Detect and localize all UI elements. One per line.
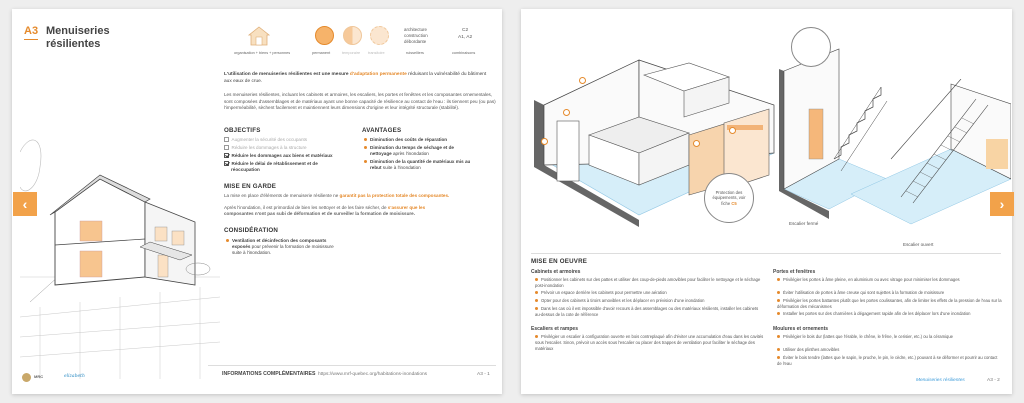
house-section-illustration (20, 127, 220, 379)
avantage-item: Diminution de la quantité de matériaux mis au (364, 159, 470, 164)
icon-label-temporaire: temporaire (342, 51, 361, 55)
intro-paragraph (224, 72, 494, 86)
page-right (521, 9, 1012, 394)
consideration-heading: CONSIDÉRATION (224, 227, 279, 234)
marker-3 (579, 77, 586, 84)
escaliers-heading: Escaliers et rampes (531, 326, 578, 332)
objectif-item: Augmenter la sécurité des occupants (224, 137, 307, 142)
consideration-item: Ventilation et décinfection des composants (226, 238, 326, 243)
icon-label-organisation: organisation + biens + personnes (234, 51, 291, 55)
escaliers-item: Privilégier un escalier à configuration ouverte en bois contreplaqué afin d'éviter une accumulation d'eau dans les cavités sous l'escalier. Sinon, prévoir un accès sous l'escalier ou placer des trappes de ventilation pour faciliter le séchage des matériaux (535, 334, 764, 352)
mise-en-garde-heading: MISE EN GARDE (224, 183, 277, 190)
marker-2 (563, 109, 570, 116)
label-escalier-ouvert: Escalier ouvert (903, 242, 934, 247)
permanent-icon (315, 26, 334, 45)
objectif-item: Réduire les dommages aux biens et matériaux (224, 153, 333, 158)
icon-label-permanent: permanent (312, 51, 331, 55)
cabinets-heading: Cabinets et armoires (531, 269, 581, 275)
cabinets-item: Positionner les cabinets sur des pattes et utiliser des coup-de-pieds amovibles pour faciliter le nettoyage et le séchage post-inondation (535, 277, 761, 289)
label-escalier-ferme: Escalier fermé (789, 221, 819, 226)
transitoire-icon (370, 26, 389, 45)
checkbox-empty (224, 145, 229, 150)
objectif-item: Réduire les dommages à la structure (224, 145, 307, 150)
section-divider (531, 253, 1001, 254)
marker-1 (541, 138, 548, 145)
footer-link[interactable]: https://www.mrf-quebec.org/habitations-inondations (318, 372, 428, 377)
portes-heading: Portes et fenêtres (773, 269, 816, 275)
mise-en-garde-line2: Après l'inondation, il est primordial de bien les nettoyer et de les faire sécher, de s'assurer que les (224, 205, 426, 210)
bullet-icon (226, 239, 229, 242)
portes-item: Installer les portes sur des charnières à dégagement rapide afin de les déplacer lors d'une inondation (777, 311, 1003, 317)
logo-partner: elizabeth (64, 374, 85, 379)
meta-label3: débordante (404, 39, 427, 44)
page-title-line1: Menuiseries (46, 25, 110, 37)
mise-en-garde-line1: La mise en place d'éléments de menuiserie résiliente ne garantit pas la protection totale des composantes. (224, 193, 450, 198)
consideration-item-cont: suite à l'inondation. (232, 250, 272, 255)
avantage-item-cont: nettoyage après l'inondation (370, 151, 429, 156)
open-stair-illustration (851, 79, 1011, 229)
meta-code2: A1, A2 (458, 35, 473, 40)
logo-mrc: MRC (22, 373, 43, 382)
checkbox-checked (224, 153, 229, 158)
intro-post: réduisant la vulnérabilité du bâtiment aux eaux de crue. (224, 72, 487, 84)
avantage-item: Diminution du temps de séchage et de (364, 145, 454, 150)
marker-4 (693, 140, 700, 147)
intro-highlight: d'adaptation permanente (349, 72, 407, 77)
consideration-item-cont: exposés pour prévenir la formation de moisissure (232, 244, 334, 249)
meta-code1: C2 (462, 28, 469, 33)
objectif-item: Réduire le délai de rétablissement et de (224, 161, 318, 166)
page-left (12, 9, 502, 394)
code-underline (24, 39, 38, 40)
moulures-item: Éviter le bois tendre (lattes que le sapin, le pruche, le pin, le cèdre, etc.) pouvant à se déformer et pourrir au contact de l'eau (777, 355, 998, 367)
page-number: A3 - 1 (477, 372, 490, 377)
avantage-item: Diminution des coûts de réparation (364, 137, 447, 142)
meta-code3: combinaisons (452, 51, 476, 55)
meta-label2: construction (404, 33, 428, 38)
moulures-item: Privilégier le bois dur (lattes que l'érable, le chêne, le frêne, le cerisier, etc.) ou la céramique (777, 334, 1003, 340)
marker-5 (729, 127, 736, 134)
avantages-heading: AVANTAGES (362, 127, 402, 134)
mrc-logo-icon (22, 373, 31, 382)
prev-page-button[interactable]: ‹ (13, 192, 37, 216)
moulures-heading: Moulures et ornements (773, 326, 829, 332)
objectif-item-cont: réoccupation (231, 167, 260, 172)
cabinets-item: Dans les cas où il est impossible d'avoir recours à des assemblages ou des matériaux résilients, installer les cabinets au-dessus de la cote de référence (535, 306, 759, 318)
objectifs-heading: OBJECTIFS (224, 127, 261, 134)
moulures-item: Utiliser des plinthes amovibles (777, 347, 1003, 353)
body-paragraph: Les menuiseries résilientes, incluant les cabinets et armoires, les escaliers, les portes et fenêtres et les composantes ornementales, sont composées d'assemblages et de matériaux ayant une bonne capacité de résilience au contact de l'eau : ils tiennent peu (ou pas) l'imperméabilité, sèchent facilement et maintiennent leurs dimensions d'origine et leur intégrité structurale (stabilité). (224, 92, 496, 111)
page-title-line2: résilientes (46, 38, 101, 50)
bullet-icon (364, 138, 367, 141)
bullet-icon (364, 146, 367, 149)
next-page-button[interactable]: › (990, 192, 1014, 216)
checkbox-checked (224, 161, 229, 166)
temporaire-icon (343, 26, 362, 45)
mise-en-oeuvre-heading: MISE EN OEUVRE (531, 258, 588, 265)
protection-callout: Protection des équipements, voir fiche C5 (704, 173, 754, 223)
icon-label-transitoire: transitoire (368, 51, 385, 55)
mise-en-garde-line3: composantes n'ont pas subi de déformation et de surveiller la formation de moisissure. (224, 211, 416, 216)
detail-callout (791, 27, 831, 67)
house-people-icon (248, 25, 270, 47)
avantage-item-cont: rebut suite à l'inondation (370, 165, 421, 170)
footer-title: Menuiseries résilientes (916, 378, 965, 383)
bullet-icon (364, 160, 367, 163)
checkbox-empty (224, 137, 229, 142)
portes-item: Privilégier les portes battantes plutôt que les portes coulissantes, afin de limiter les effets de la pression de l'eau sur la déformation des mécanismes (777, 298, 1002, 310)
sheet-code: A3 (24, 25, 39, 37)
footer-divider (208, 365, 496, 366)
cabinets-item: Opter pour des cabinets à tiroirs amovibles et les déplacer en prévision d'une inondation (535, 298, 765, 304)
portes-item: Éviter l'utilisation de portes à âme creuse qui sont sujettes à la formation de moisissure (777, 290, 1003, 296)
footer-label: INFORMATIONS COMPLÉMENTAIRES (222, 371, 316, 377)
page-number: A3 - 2 (987, 378, 1000, 383)
portes-item: Privilégier les portes à âme pleine, en aluminium ou avec vitrage pour minimiser les dommages (777, 277, 1003, 283)
meta-label1: architecture (404, 27, 427, 32)
intro-pre: L'utilisation de menuiseries résilientes est une mesure (224, 72, 349, 77)
cabinets-item: Prévoir un espace derrière les cabinets pour permettre une aération (535, 290, 765, 296)
icon-label-ruisselliers: ruisselliers (406, 51, 424, 55)
